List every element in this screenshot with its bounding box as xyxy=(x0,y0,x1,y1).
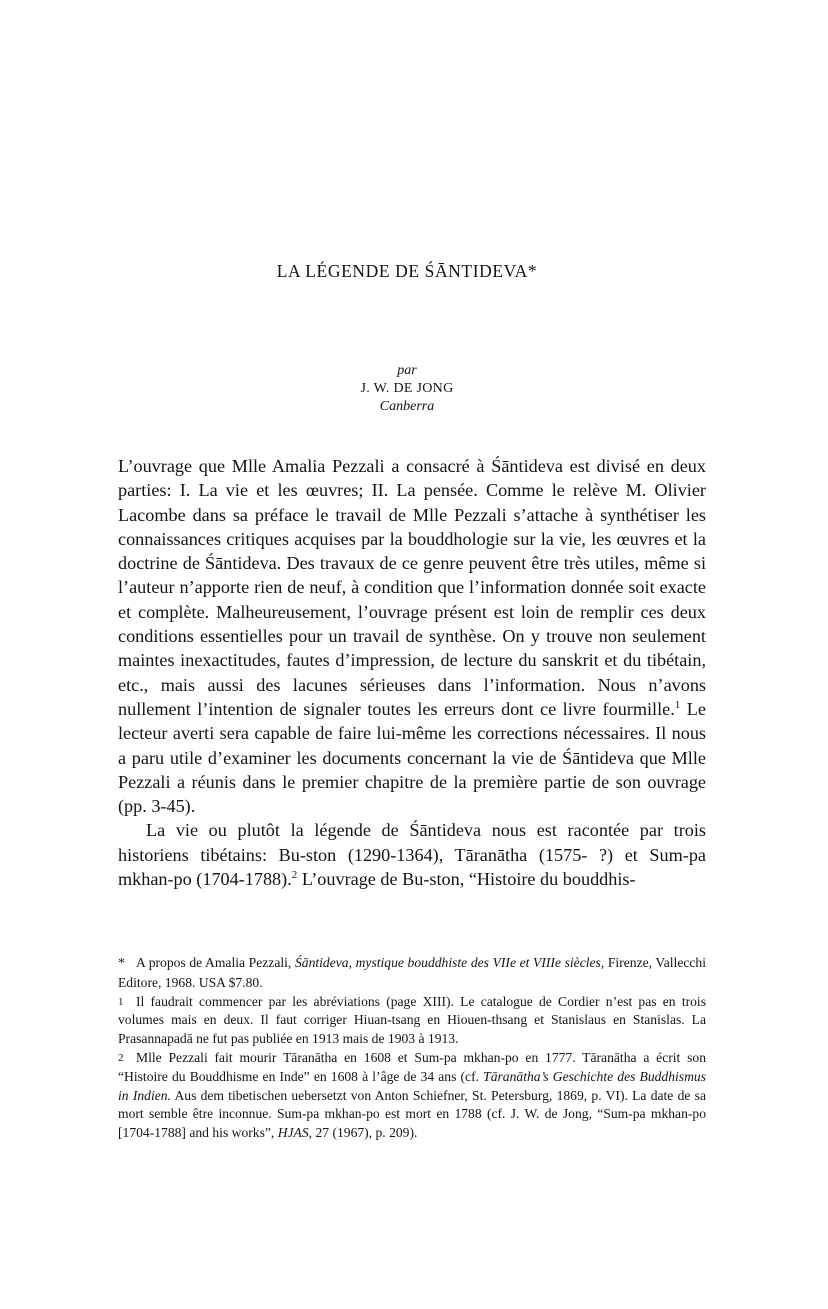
article-title: LA LÉGENDE DE ŚĀNTIDEVA* xyxy=(276,261,538,281)
footnote-1 xyxy=(118,993,706,1049)
footnote-star-text-a: A propos de Amalia Pezzali, xyxy=(136,955,295,970)
footnote-2-text-c: , 27 (1967), p. 209). xyxy=(308,1125,418,1141)
footnote-ref-1: 1 xyxy=(674,698,681,711)
footnote-1-text: Il faudrait commencer par les abréviations (page XIII). Le catalogue de Cordier n’est pas en trois volumes mais en deux. Il faut corriger Hiuan-tsang en Hiouen-thsang et Stanislaus en Stanislas. La Prasannapadā ne fut pas publiée en 1913 mais de 1903 à 1913. xyxy=(118,993,706,1047)
footnote-2-text-a: Mlle Pezzali fait mourir Tāranātha en 1608 et Sum-pa mkhan-po en 1777. Tāranātha a écrit son “Histoire du Bouddhisme en Inde” en 1608 à l’âge de 34 ans (cf. xyxy=(118,1049,706,1084)
footnote-star-book-title: Śāntideva, mystique bouddhiste des VIIe et VIIIe siècles xyxy=(294,955,601,970)
footnote-star xyxy=(118,954,706,993)
paragraph-2-text-a: La vie ou plutôt la légende de Śāntideva nous est racontée par trois historiens tibétains: Bu-ston (1290-1364), Tāranātha (1575- ?) et Sum-pa mkhan-po (1704-1788). xyxy=(118,820,706,890)
paragraph-1-text-b: Le lecteur averti sera capable de faire lui-même les corrections nécessaires. Il nous a paru utile d’examiner les documents concernant la vie de Śāntideva que Mlle Pezzali a réunis dans le premier chapitre de la première partie de son ouvrage (pp. 3-45). xyxy=(118,698,706,817)
paragraph-2 xyxy=(118,818,706,891)
footnote-star-text-b: , Firenze, Vallecchi Editore, 1968. USA $7.80. xyxy=(118,955,706,990)
byline-par: par xyxy=(397,363,417,378)
footnote-star-mark: * xyxy=(118,956,125,971)
author-affiliation: Canberra xyxy=(379,399,435,414)
article-body xyxy=(118,454,706,891)
footnotes xyxy=(118,954,706,1143)
paragraph-1-text-a: L’ouvrage que Mlle Amalia Pezzali a consacré à Śāntideva est divisé en deux parties: I. La vie et les œuvres; II. La pensée. Comme le relève M. Olivier Lacombe dans sa préface le travail de Mlle Pezzali s’attache à synthétiser les connaissances critiques acquises par la bouddhologie sur la vie, les œuvres et la doctrine de Śāntideva. Des travaux de ce genre peuvent être très utiles, même si l’auteur n’apporte rien de neuf, à condition que l’information donnée soit exacte et complète. Malheureusement, l’ouvrage présent est loin de remplir ces deux conditions essentielles pour un travail de synthèse. On y trouve non seulement maintes inexactitudes, fautes d’impression, de lecture du sanskrit et du tibétain, etc., mais aussi des lacunes sérieuses dans l’information. Nous n’avons nullement l’intention de signaler toutes les erreurs dont ce livre fourmille. xyxy=(118,456,706,719)
footnote-2 xyxy=(118,1049,706,1143)
paragraph-2-text-b: L’ouvrage de Bu-ston, “Histoire du bouddhis- xyxy=(297,869,636,890)
footnote-2-mark: 2 xyxy=(118,1051,124,1064)
footnote-2-text-b: Aus dem tibetischen uebersetzt von Anton Schiefner, St. Petersburg, 1869, p. VI). La date de sa mort semble être inconnue. Sum-pa mkhan-po est mort en 1788 (cf. J. W. de Jong, “Sum-pa mkhan-po [1704-1788] and his works”, xyxy=(118,1087,706,1141)
footnote-2-book-title: Tāranātha’s Geschichte des Buddhismus in Indien. xyxy=(118,1068,706,1103)
footnote-ref-2: 2 xyxy=(291,868,298,881)
footnote-2-journal: HJAS xyxy=(277,1125,309,1141)
footnote-1-mark: 1 xyxy=(118,995,124,1008)
paragraph-1 xyxy=(118,454,706,818)
author-name: J. W. DE JONG xyxy=(360,381,454,396)
